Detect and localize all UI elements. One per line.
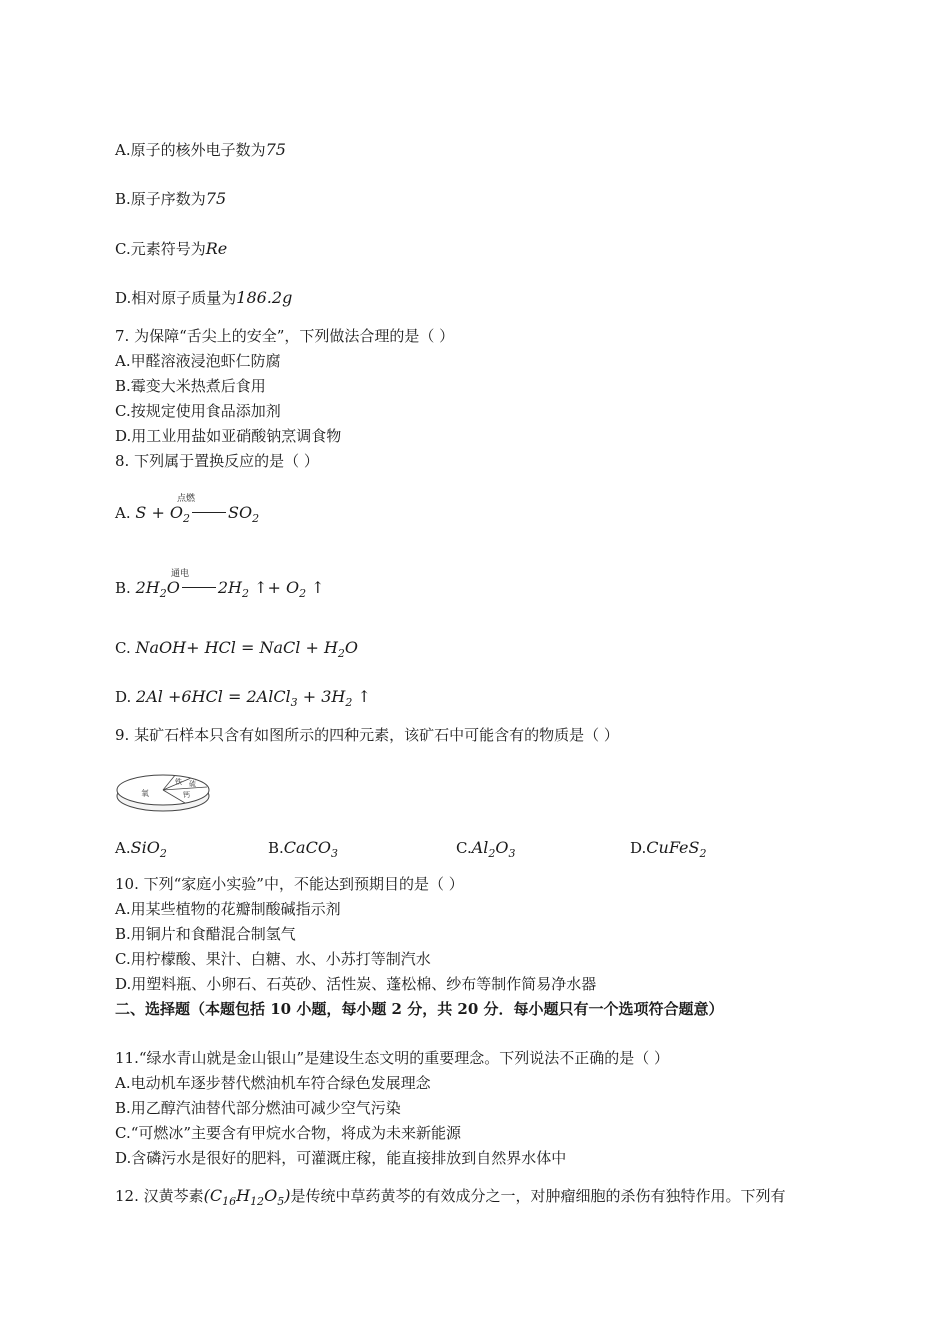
q11-option-c: C.“可燃冰”主要含有甲烷水合物，将成为未来新能源: [115, 1124, 462, 1142]
q6-option-d-text: D.相对原子质量为: [115, 289, 237, 307]
q6-option-c: [115, 239, 227, 259]
q8-option-c: [115, 638, 358, 664]
q12-formula: $(C_{16}H_{12}O_5)$: [203, 1186, 291, 1208]
q6-option-a-math: 75: [265, 140, 286, 159]
pie-label-o: 氧: [141, 789, 149, 798]
q8-option-b-equation: $2H_2O$ $2H_2$ ↑+ $O_2$ ↑: [135, 578, 325, 600]
q6-option-a-text: A.原子的核外电子数为: [115, 141, 266, 159]
q8-option-c-equation: NaOH+ HCl = NaCl + $H_2O$: [135, 638, 359, 660]
q8-option-a-condition: 点燃: [177, 494, 196, 504]
q9-option-d-label: D.: [630, 839, 647, 857]
q10-option-a: A.用某些植物的花瓣制酸碱指示剂: [115, 900, 341, 918]
q6-option-a: [115, 140, 286, 160]
q8-option-a-label: A.: [115, 504, 131, 522]
q8-option-a: [115, 503, 259, 529]
q8-stem: 8. 下列属于置换反应的是（ ）: [115, 452, 319, 470]
q11-stem: 11.“绿水青山就是金山银山”是建设生态文明的重要理念。下列说法不正确的是（ ）: [115, 1049, 669, 1067]
q9-option-a-label: A.: [115, 839, 131, 857]
q6-option-b-math: 75: [205, 189, 227, 208]
q12-stem: [115, 1186, 785, 1212]
q6-option-d-math: 186.2g: [236, 288, 293, 307]
q11-option-b: B.用乙醇汽油替代部分燃油可减少空气污染: [115, 1099, 401, 1117]
pie-label-ca: 钙: [183, 791, 190, 799]
q7-option-c: C.按规定使用食品添加剂: [115, 402, 281, 420]
q6-option-c-math: Re: [205, 239, 228, 258]
q8-option-d: [115, 687, 371, 713]
q10-option-c: C.用柠檬酸、果汁、白糖、水、小苏打等制汽水: [115, 950, 431, 968]
q9-option-c: [456, 838, 516, 864]
q10-option-b: B.用铜片和食醋混合制氢气: [115, 925, 296, 943]
q6-option-d: [115, 288, 292, 308]
q11-option-d: D.含磷污水是很好的肥料，可灌溉庄稼，能直接排放到自然界水体中: [115, 1149, 567, 1167]
q9-pie-diagram: [115, 770, 215, 816]
q6-option-b: [115, 189, 226, 209]
q9-option-b-formula: CaCO$_3$: [283, 838, 338, 860]
q8-option-b-label: B.: [115, 579, 131, 597]
q6-option-c-text: C.元素符号为: [115, 240, 206, 258]
q9-option-b-label: B.: [268, 839, 284, 857]
q8-option-b: [115, 578, 325, 604]
q7-option-b: B.霉变大米热煮后食用: [115, 377, 266, 395]
q8-option-b-condition: 通电: [171, 569, 190, 579]
pie-label-fe: 铁: [175, 778, 182, 786]
q9-stem: 9. 某矿石样本只含有如图所示的四种元素，该矿石中可能含有的物质是（ ）: [115, 726, 619, 744]
q9-option-a-formula: SiO$_2$: [130, 838, 167, 860]
q10-option-d: D.用塑料瓶、小卵石、石英砂、活性炭、蓬松棉、纱布等制作简易净水器: [115, 975, 597, 993]
q9-option-b: [268, 838, 338, 864]
q12-stem-pre: 12. 汉黄芩素: [115, 1187, 204, 1205]
q9-option-a: [115, 838, 167, 864]
q7-stem: 7. 为保障“舌尖上的安全”，下列做法合理的是（ ）: [115, 327, 455, 345]
q8-option-d-equation: 2Al +6HCl = 2AlCl$_3$ + $3H_2$ ↑: [136, 687, 371, 709]
q7-option-d: D.用工业用盐如亚硝酸钠烹调食物: [115, 427, 342, 445]
section-2-heading: 二、选择题（本题包括 10 小题，每小题 2 分，共 20 分．每小题只有一个选项符合题意）: [115, 1000, 724, 1018]
q9-option-d: [630, 838, 706, 864]
q8-option-d-label: D.: [115, 688, 132, 706]
q11-option-a: A.电动机车逐步替代燃油机车符合绿色发展理念: [115, 1074, 431, 1092]
q8-option-c-label: C.: [115, 639, 131, 657]
q9-option-d-formula: CuFeS$_2$: [646, 838, 707, 860]
q6-option-b-text: B.原子序数为: [115, 190, 206, 208]
q9-option-c-formula: $Al_2O_3$: [471, 838, 516, 860]
pie-label-s: 硫: [189, 780, 196, 788]
q9-option-c-label: C.: [456, 839, 472, 857]
q8-option-a-equation: $S + O_2$ $SO_2$: [135, 503, 260, 525]
q7-option-a: A.甲醛溶液浸泡虾仁防腐: [115, 352, 281, 370]
q12-stem-post: 是传统中草药黄芩的有效成分之一，对肿瘤细胞的杀伤有独特作用。下列有: [290, 1187, 786, 1205]
q10-stem: 10. 下列“家庭小实验”中，不能达到预期目的是（ ）: [115, 875, 464, 893]
